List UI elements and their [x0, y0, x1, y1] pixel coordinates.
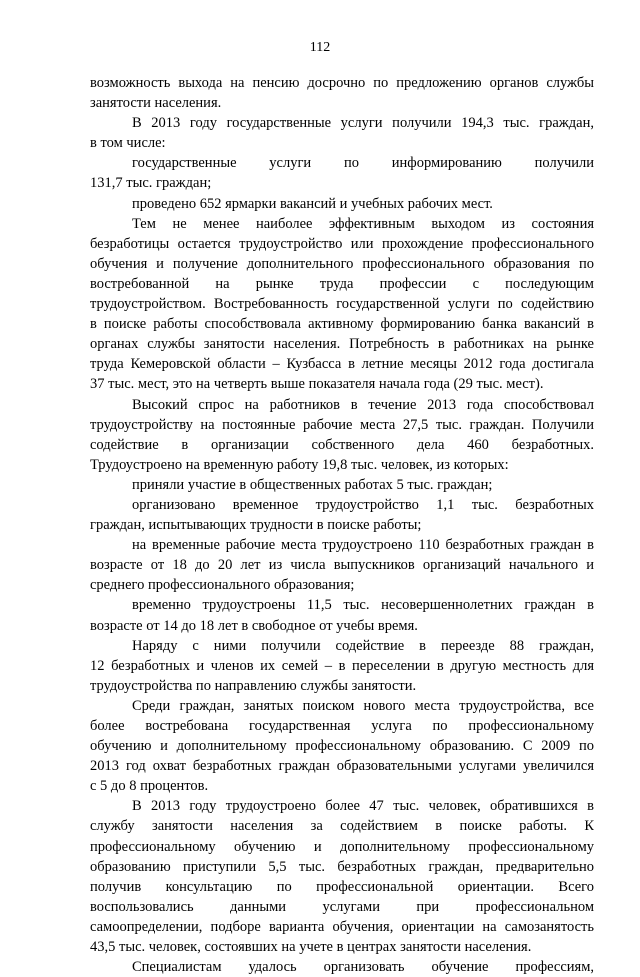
text-line: возможность выхода на пенсию досрочно по предложению органов службы: [90, 75, 594, 91]
document-body: [90, 73, 594, 977]
text-line: востребованной на рынке труда профессии с последующим: [90, 275, 594, 292]
text-line: 37 тыс. мест, это на четверть выше показателя начала года (29 тыс. мест).: [90, 376, 544, 393]
text-line: проведено 652 ярмарки вакансий и учебных рабочих мест.: [132, 195, 493, 212]
text-line: государственные услуги по информированию получили: [132, 155, 594, 172]
text-line: занятости населения.: [90, 95, 222, 112]
text-line: трудоустройству на постоянные рабочие места 27,5 тыс. граждан. Получили: [90, 416, 594, 433]
text-line: В 2013 году государственные услуги получили 194,3 тыс. граждан,: [132, 115, 594, 132]
text-line: Наряду с ними получили содействие в переезде 88 граждан,: [132, 637, 594, 654]
text-line: 2013 год охват безработных граждан образовательными услугами увеличился: [90, 758, 594, 775]
page-number: 112: [309, 40, 331, 55]
text-line: В 2013 году трудоустроено более 47 тыс. человек, обратившихся в: [132, 798, 594, 815]
text-line: образованию приступили 5,5 тыс. безработных граждан, предварительно: [90, 858, 594, 875]
text-line: Среди граждан, занятых поиском нового места трудоустройства, все: [132, 697, 594, 714]
text-line: в поиске работы способствовала активному формированию банка вакансий в: [90, 316, 594, 333]
text-line: безработицы остается трудоустройство или прохождение профессионального: [90, 235, 594, 252]
text-line: среднего профессионального образования;: [90, 577, 355, 594]
text-line: приняли участие в общественных работах 5 тыс. граждан;: [132, 476, 493, 493]
text-line: трудоустройства по направлению службы занятости.: [90, 677, 417, 694]
text-line: труда Кемеровской области – Кузбасса в летние месяцы 2012 года достигала: [90, 356, 594, 373]
text-line: с 5 до 8 процентов.: [90, 778, 209, 795]
text-line: органах службы занятости населения. Потребность в работниках на рынке: [90, 336, 594, 353]
text-line: 12 безработных и членов их семей – в переселении в другую местность для: [90, 657, 594, 674]
text-line: трудоустройством. Востребованность государственной услуги по содействию: [90, 296, 594, 313]
text-line: обучения и получение дополнительного профессионального образования по: [90, 255, 594, 272]
text-line: более востребована государственная услуга по профессиональному: [90, 718, 594, 734]
text-line: получив консультацию по профессиональной ориентации. Всего: [90, 878, 594, 895]
text-line: возрасте от 14 до 18 лет в свободное от учебы время.: [90, 617, 418, 634]
text-line: 43,5 тыс. человек, состоявших на учете в центрах занятости населения.: [90, 939, 532, 956]
text-line: Специалистам удалось организовать обучение профессиям,: [132, 959, 594, 976]
text-line: на временные рабочие места трудоустроено 110 безработных граждан в: [132, 537, 594, 554]
text-line: Трудоустроено на временную работу 19,8 тыс. человек, из которых:: [90, 456, 509, 473]
text-line: 131,7 тыс. граждан;: [90, 175, 212, 192]
text-line: граждан, испытывающих трудности в поиске работы;: [90, 517, 422, 534]
text-line: содействие в организации собственного дела 460 безработных.: [90, 436, 594, 453]
text-line: самоопределении, подборе варианта обучения, ориентации на самозанятость: [90, 918, 594, 935]
text-line: обучению и дополнительному профессиональному образованию. С 2009 по: [90, 738, 594, 755]
text-line: воспользовались данными услугами при профессиональном: [90, 898, 594, 915]
text-line: Тем не менее наиболее эффективным выходом из состояния: [132, 215, 594, 232]
text-line: временно трудоустроены 11,5 тыс. несовершеннолетних граждан в: [132, 597, 594, 614]
text-line: возрасте от 18 до 20 лет из числа выпускников организаций начального и: [90, 557, 594, 574]
text-line: в том числе:: [90, 135, 166, 152]
text-line: Высокий спрос на работников в течение 2013 года способствовал: [132, 396, 594, 413]
text-line: службу занятости населения за содействием в поиске работы. К: [90, 818, 594, 835]
text-line: организовано временное трудоустройство 1,1 тыс. безработных: [132, 496, 594, 513]
text-line: профессиональному обучению и дополнительному профессиональному: [90, 838, 594, 855]
